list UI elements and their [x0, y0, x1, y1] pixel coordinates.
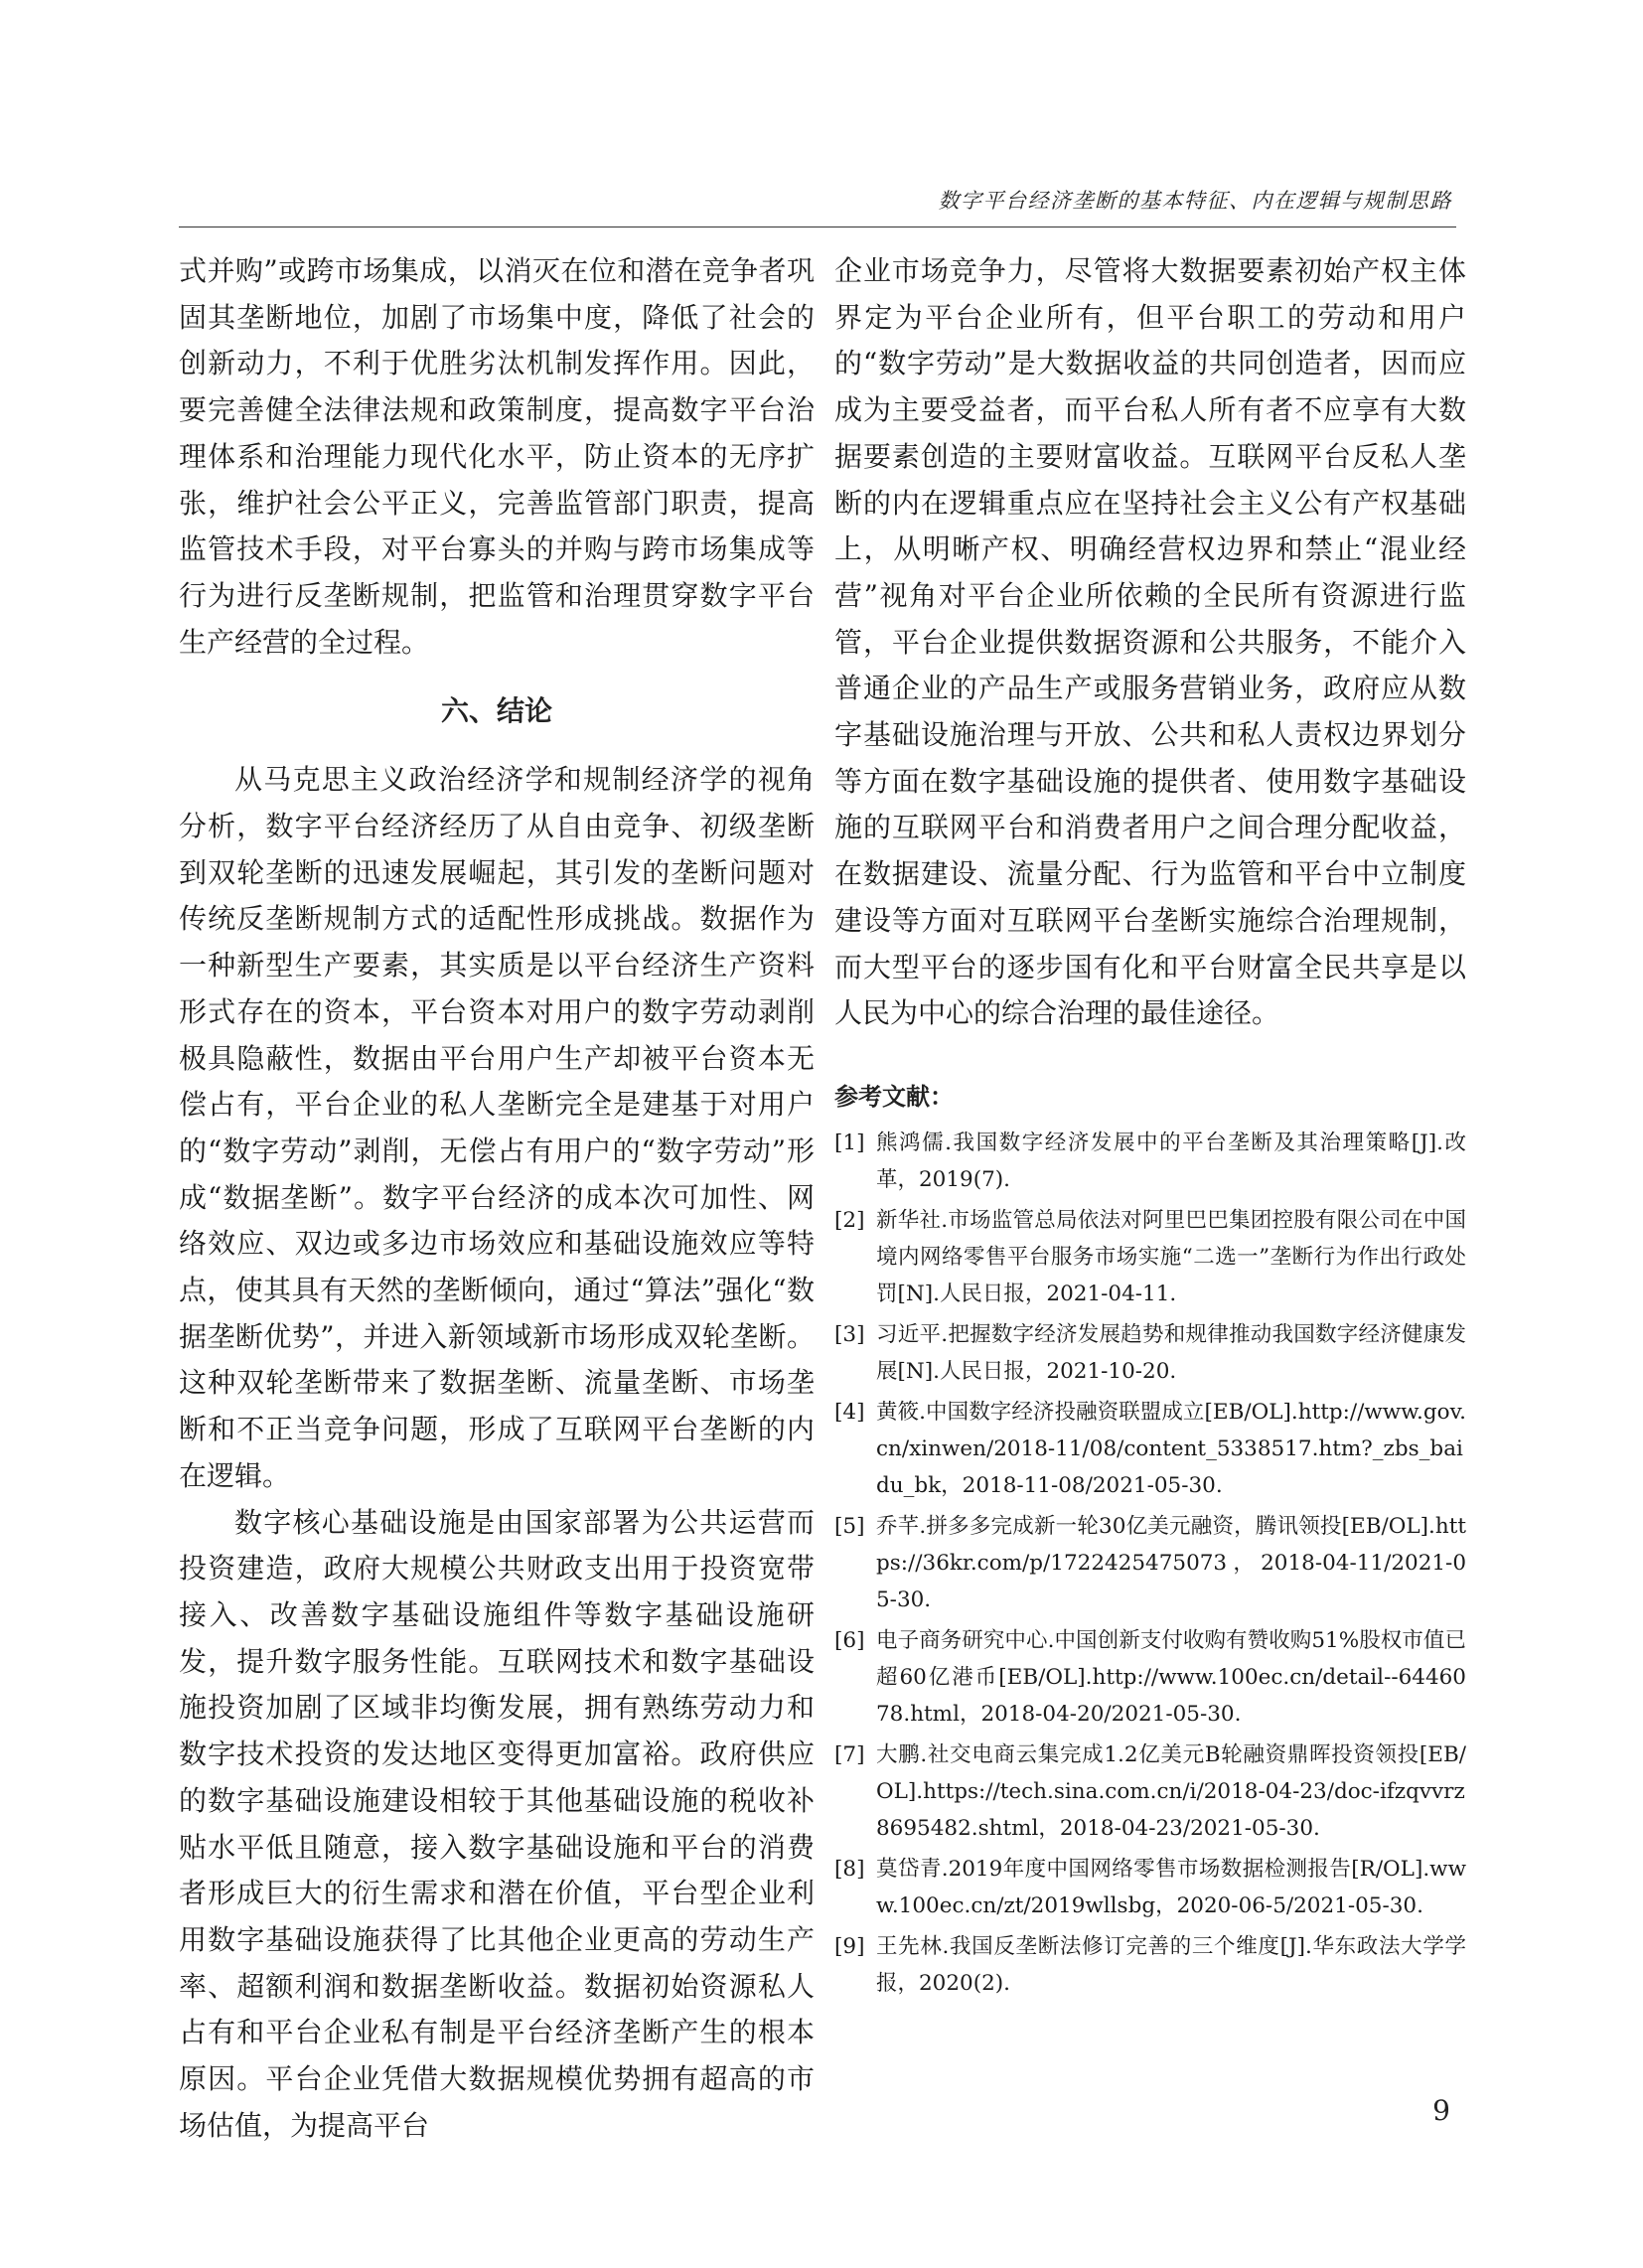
- reference-text: 王先林.我国反垄断法修订完善的三个维度[J].华东政法大学学报，2020(2).: [876, 1933, 1466, 1996]
- left-paragraph-1: 式并购”或跨市场集成，以消灭在位和潜在竞争者巩固其垄断地位，加剧了市场集中度，降低了社会的创新动力，不利于优胜劣汰机制发挥作用。因此，要完善健全法律法规和政策制度，提高数字平台治理体系和治理能力现代化水平，防止资本的无序扩张，维护社会公平正义，完善监管部门职责，提高监管技术手段，对平台寡头的并购与跨市场集成等行为进行反垄断规制，把监管和治理贯穿数字平台生产经营的全过程。: [179, 254, 815, 659]
- reference-number: [5]: [834, 1513, 865, 1539]
- running-header-title: 数字平台经济垄断的基本特征、内在逻辑与规制思路: [938, 189, 1452, 213]
- reference-number: [9]: [834, 1933, 865, 1959]
- reference-text: 黄筱.中国数字经济投融资联盟成立[EB/OL].http://www.gov.cn/xinwen/2018-11/08/content_5338517.htm?_zbs_baidu_bk，2018-11-08/2021-05-30.: [876, 1399, 1466, 1498]
- reference-number: [4]: [834, 1399, 865, 1425]
- reference-item: [834, 1316, 1466, 1390]
- reference-text: 莫岱青.2019年度中国网络零售市场数据检测报告[R/OL].www.100ec.cn/zt/2019wllsbg，2020-06-5/2021-05-30.: [876, 1856, 1466, 1918]
- reference-item: [834, 1202, 1466, 1312]
- reference-number: [1]: [834, 1130, 865, 1155]
- references-heading: 参考文献：: [834, 1082, 954, 1111]
- left-column: [179, 248, 815, 2149]
- reference-item: [834, 1737, 1466, 1847]
- right-paragraph-1: 企业市场竞争力，尽管将大数据要素初始产权主体界定为平台企业所有，但平台职工的劳动和用户的“数字劳动”是大数据收益的共同创造者，因而应成为主要受益者，而平台私人所有者不应享有大数据要素创造的主要财富收益。互联网平台反私人垄断的内在逻辑重点应在坚持社会主义公有产权基础上，从明晰产权、明确经营权边界和禁止“混业经营”视角对平台企业所依赖的全民所有资源进行监管，平台企业提供数据资源和公共服务，不能介入普通企业的产品生产或服务营销业务，政府应从数字基础设施治理与开放、公共和私人责权边界划分等方面在数字基础设施的提供者、使用数字基础设施的互联网平台和消费者用户之间合理分配收益，在数据建设、流量分配、行为监管和平台中立制度建设等方面对互联网平台垄断实施综合治理规制，而大型平台的逐步国有化和平台财富全民共享是以人民为中心的综合治理的最佳途径。: [834, 254, 1466, 1030]
- reference-item: [834, 1928, 1466, 2002]
- reference-text: 习近平.把握数字经济发展趋势和规律推动我国数字经济健康发展[N].人民日报，2021-10-20.: [876, 1321, 1466, 1384]
- right-column: [834, 248, 1466, 2006]
- reference-number: [7]: [834, 1741, 865, 1767]
- reference-item: [834, 1851, 1466, 1924]
- reference-text: 新华社.市场监管总局依法对阿里巴巴集团控股有限公司在中国境内网络零售平台服务市场实施“二选一”垄断行为作出行政处罚[N].人民日报，2021-04-11.: [876, 1207, 1466, 1306]
- reference-item: [834, 1622, 1466, 1733]
- left-paragraph-2: 从马克思主义政治经济学和规制经济学的视角分析，数字平台经济经历了从自由竞争、初级垄断到双轮垄断的迅速发展崛起，其引发的垄断问题对传统反垄断规制方式的适配性形成挑战。数据作为一种新型生产要素，其实质是以平台经济生产资料形式存在的资本，平台资本对用户的数字劳动剥削极具隐蔽性，数据由平台用户生产却被平台资本无偿占有，平台企业的私人垄断完全是建基于对用户的“数字劳动”剥削，无偿占有用户的“数字劳动”形成“数据垄断”。数字平台经济的成本次可加性、网络效应、双边或多边市场效应和基础设施效应等特点，使其具有天然的垄断倾向，通过“算法”强化“数据垄断优势”，并进入新领域新市场形成双轮垄断。这种双轮垄断带来了数据垄断、流量垄断、市场垄断和不正当竞争问题，形成了互联网平台垄断的内在逻辑。: [179, 763, 815, 1492]
- reference-number: [6]: [834, 1627, 865, 1653]
- reference-item: [834, 1394, 1466, 1504]
- left-paragraph-3: 数字核心基础设施是由国家部署为公共运营而投资建造，政府大规模公共财政支出用于投资宽带接入、改善数字基础设施组件等数字基础设施研发，提升数字服务性能。互联网技术和数字基础设施投资加剧了区域非均衡发展，拥有熟练劳动力和数字技术投资的发达地区变得更加富裕。政府供应的数字基础设施建设相较于其他基础设施的税收补贴水平低且随意，接入数字基础设施和平台的消费者形成巨大的衍生需求和潜在价值，平台型企业利用数字基础设施获得了比其他企业更高的劳动生产率、超额利润和数据垄断收益。数据初始资源私人占有和平台企业私有制是平台经济垄断产生的根本原因。平台企业凭借大数据规模优势拥有超高的市场估值，为提高平台: [179, 1505, 815, 2142]
- references-list: [834, 1125, 1466, 2002]
- reference-number: [2]: [834, 1207, 865, 1233]
- section-heading-conclusion: 六、结论: [440, 694, 552, 728]
- reference-text: 乔芊.拼多多完成新一轮30亿美元融资，腾讯领投[EB/OL].https://36kr.com/p/1722425475073，2018-04-11/2021-05-30.: [876, 1513, 1466, 1612]
- page-number: 9: [1432, 2094, 1450, 2127]
- reference-text: 电子商务研究中心.中国创新支付收购有赞收购51%股权市值已超60亿港币[EB/OL].http://www.100ec.cn/detail--6446078.html，2018-04-20/2021-05-30.: [876, 1627, 1466, 1727]
- reference-item: [834, 1125, 1466, 1198]
- reference-number: [8]: [834, 1856, 865, 1882]
- reference-item: [834, 1508, 1466, 1618]
- reference-text: 大鹏.社交电商云集完成1.2亿美元B轮融资鼎晖投资领投[EB/OL].https://tech.sina.com.cn/i/2018-04-23/doc-ifzqvvrz8695482.shtml，2018-04-23/2021-05-30.: [876, 1741, 1466, 1841]
- reference-text: 熊鸿儒.我国数字经济发展中的平台垄断及其治理策略[J].改革，2019(7).: [876, 1130, 1466, 1192]
- reference-number: [3]: [834, 1321, 865, 1347]
